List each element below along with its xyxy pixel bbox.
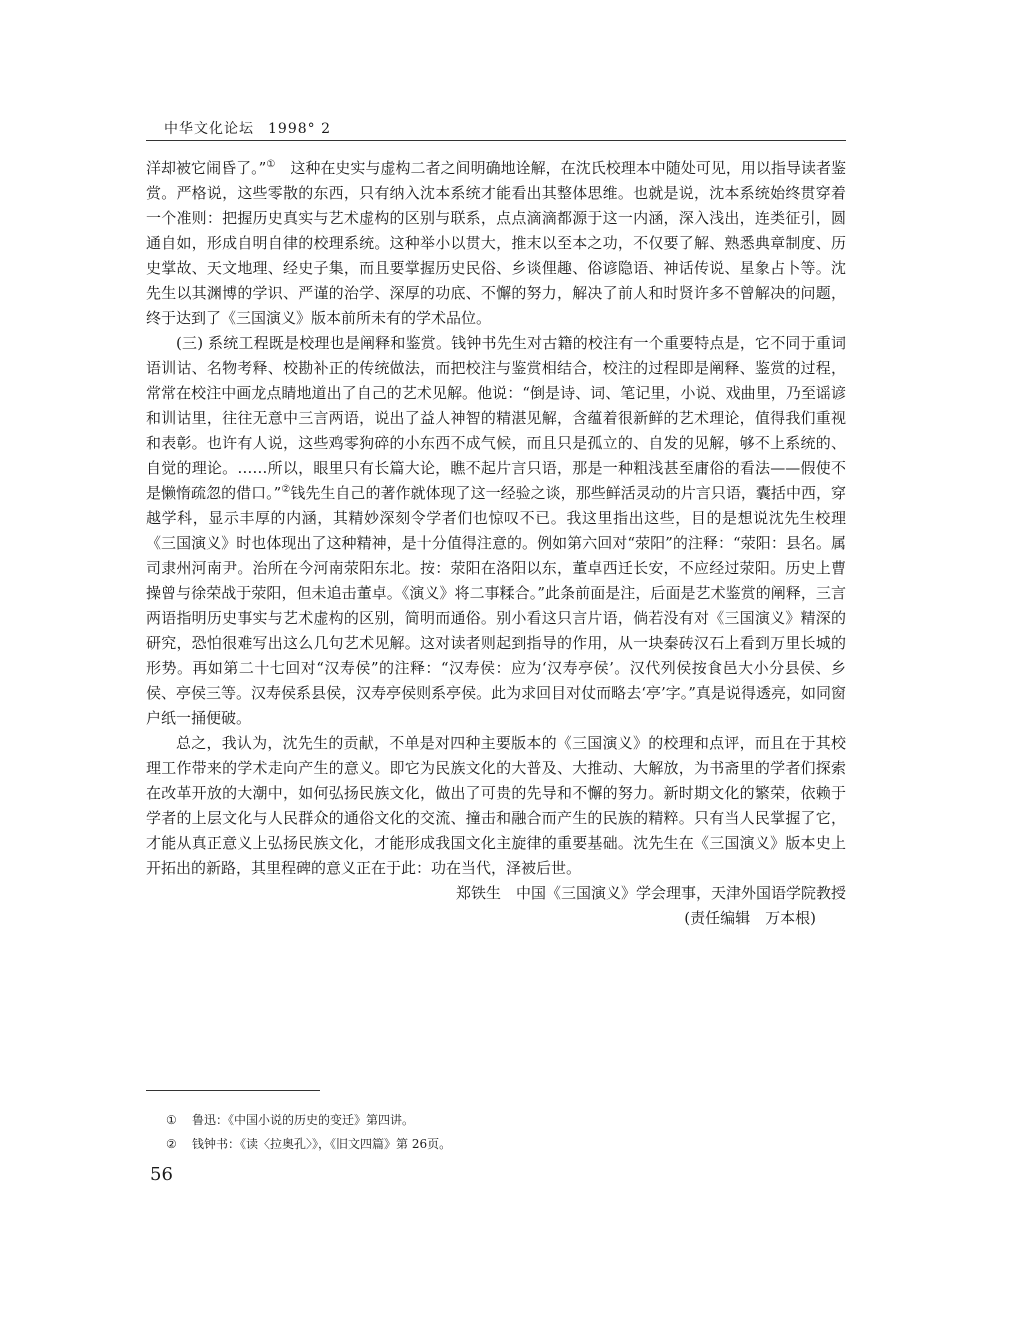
paragraph-conclusion: 总之，我认为，沈先生的贡献，不单是对四种主要版本的《三国演义》的校理和点评，而且在于其校理工作带来的学术走向产生的意义。即它为民族文化的大普及、大推动、大解放，为书斋里的学者们探索在改革开放的大潮中，如何弘扬民族文化，做出了可贵的先导和不懈的努力。新时期文化的繁荣，依赖于学者的上层文化与人民群众的通俗文化的交流、撞击和融合而产生的民族的精粹。只有当人民掌握了它，才能从真正意义上弘扬民族文化，才能形成我国文化主旋律的重要基础。沈先生在《三国演义》版本史上开拓出的新路，其里程碑的意义正在于此：功在当代，泽被后世。 [146,734,846,877]
author-signature: 郑铁生 中国《三国演义》学会理事，天津外国语学院教授 [455,884,846,902]
footnote-1: ① 鲁迅：《中国小说的历史的变迁》第四讲。 [166,1113,415,1127]
page-number: 56 [150,1164,173,1185]
journal-name: 中华文化论坛 [164,121,254,137]
footnote-ref-1[interactable]: ① [266,159,276,170]
issue-number: 1998° 2 [268,121,331,137]
footnote-ref-2[interactable]: ② [281,484,291,495]
footnote-rule [146,1090,320,1091]
footnotes [166,1108,451,1156]
paragraph-section-three: (三) 系统工程既是校理也是阐释和鉴赏。钱钟书先生对古籍的校注有一个重要特点是，它不同于重词语训诂、名物考释、校勘补正的传统做法，而把校注与鉴赏相结合，校注的过程即是阐释、鉴赏的过程，常常在校注中画龙点睛地道出了自己的艺术见解。他说：“倒是诗、词、笔记里，小说、戏曲里，乃至谣谚和训诂里，往往无意中三言两语，说出了益人神智的精湛见解，含蕴着很新鲜的艺术理论，值得我们重视和表彰。也许有人说，这些鸡零狗碎的小东西不成气候，而且只是孤立的、自发的见解，够不上系统的、自觉的理论。……所以，眼里只有长篇大论，瞧不起片言只语，那是一种粗浅甚至庸俗的看法——假使不是懒惰疏忽的借口。”②钱先生自己的著作就体现了这一经验之谈，那些鲜活灵动的片言只语，囊括中西，穿越学科，显示丰厚的内涵，其精妙深刻令学者们也惊叹不已。我这里指出这些，目的是想说沈先生校理《三国演义》时也体现出了这种精神，是十分值得注意的。例如第六回对“荥阳”的注释：“荥阳：县名。属司隶州河南尹。治所在今河南荥阳东北。按：荥阳在洛阳以东，董卓西迁长安，不应经过荥阳。历史上曹操曾与徐荣战于荥阳，但未追击董卓。《演义》将二事糅合。”此条前面是注，后面是艺术鉴赏的阐释，三言两语指明历史事实与艺术虚构的区别，简明而通俗。别小看这只言片语，倘若没有对《三国演义》精深的研究，恐怕很难写出这么几句艺术见解。这对读者则起到指导的作用，从一块秦砖汉石上看到万里长城的形势。再如第二十七回对“汉寿侯”的注释：“汉寿侯：应为‘汉寿亭侯’。汉代列侯按食邑大小分县侯、乡侯、亭侯三等。汉寿侯系县侯，汉寿亭侯则系亭侯。此为求回目对仗而略去‘亭’字。”真是说得透亮，如同窗户纸一捅便破。 [146,334,847,727]
article-body [146,156,846,931]
header-rule [146,140,846,141]
footnote-2: ② 钱钟书：《读〈拉奥孔〉》，《旧文四篇》第 26页。 [166,1137,452,1151]
running-header [164,118,331,138]
responsible-editor: (责任编辑 万本根) [684,909,816,927]
paragraph-continued: 洋却被它闹昏了。”① 这种在史实与虚构二者之间明确地诠解，在沈氏校理本中随处可见，用以指导读者鉴赏。严格说，这些零散的东西，只有纳入沈本系统才能看出其整体思维。也就是说，沈本系统始终贯穿着一个准则：把握历史真实与艺术虚构的区别与联系，点点滴滴都源于这一内涵，深入浅出，连类征引，圆通自如，形成自明自律的校理系统。这种举小以贯大，推末以至本之功，不仅要了解、熟悉典章制度、历史掌故、天文地理、经史子集，而且要掌握历史民俗、乡谈俚趣、俗谚隐语、神话传说、星象占卜等。沈先生以其渊博的学识、严谨的治学、深厚的功底、不懈的努力，解决了前人和时贤许多不曾解决的问题，终于达到了《三国演义》版本前所未有的学术品位。 [146,159,846,327]
